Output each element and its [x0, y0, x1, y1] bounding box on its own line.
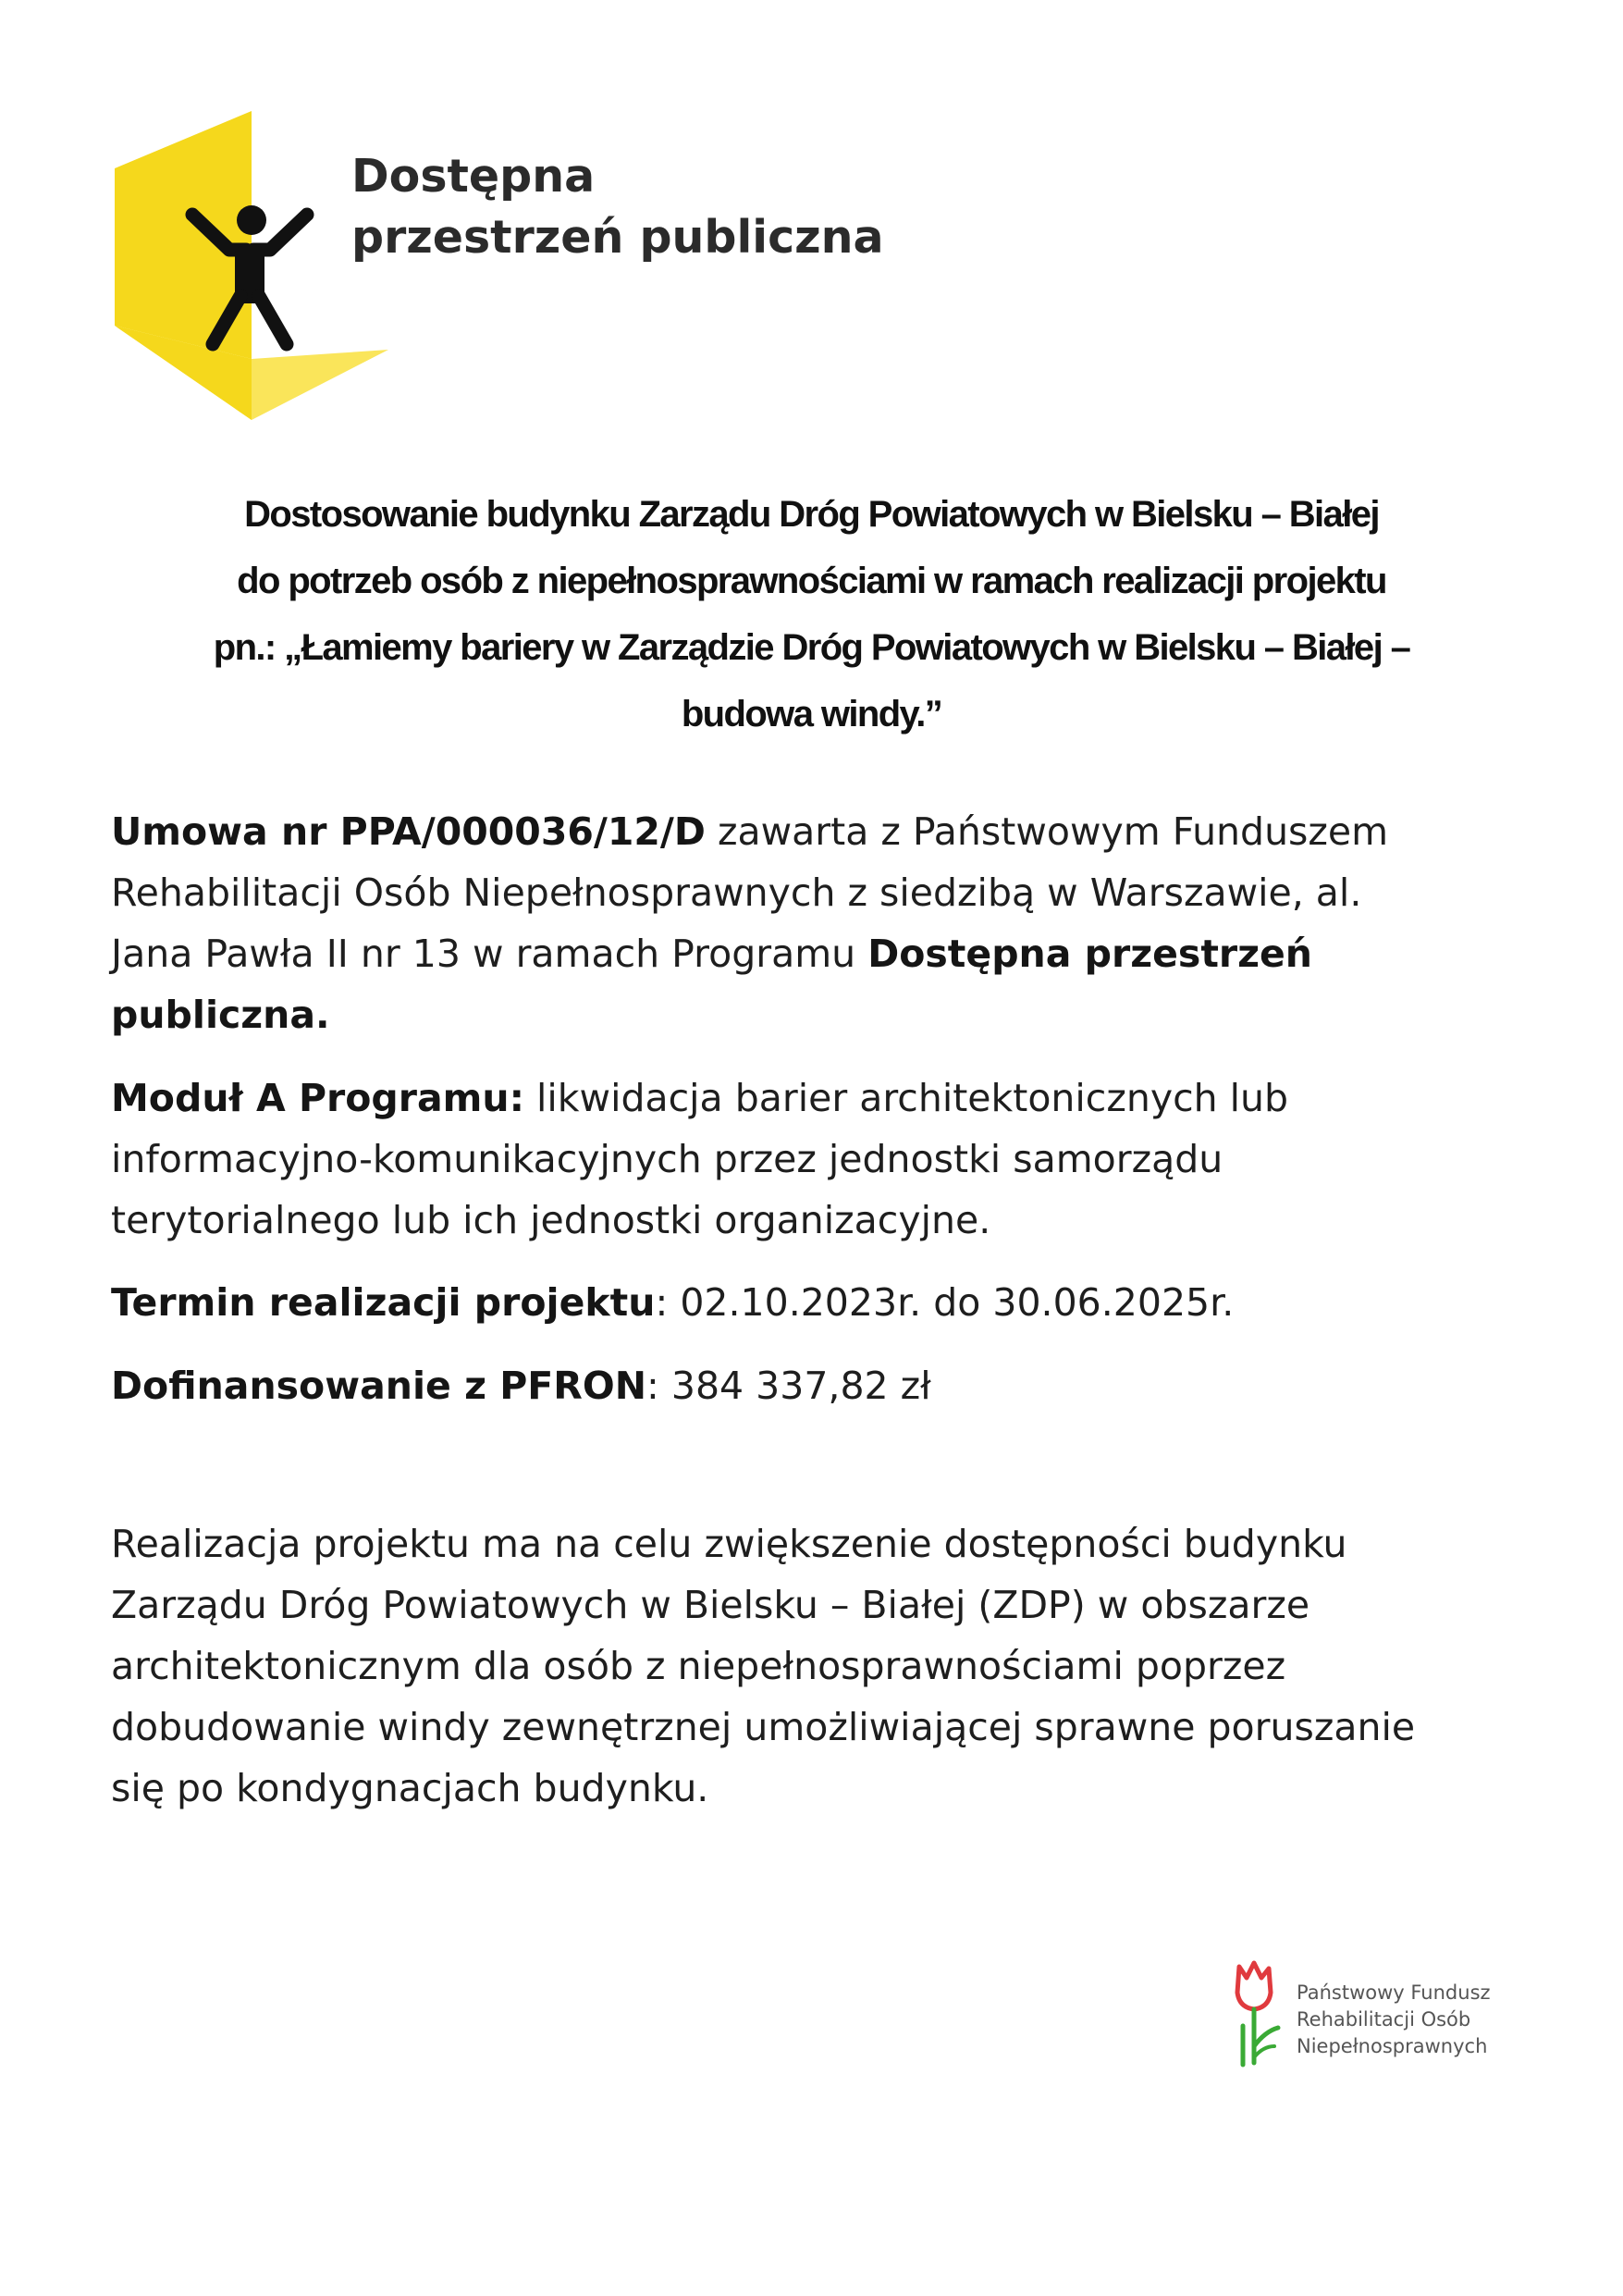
logo-title-line2: przestrzeń publiczna — [351, 211, 884, 264]
term-label: Termin realizacji projektu — [111, 1280, 656, 1325]
pfron-name — [1297, 1980, 1491, 2060]
logo-title — [351, 146, 884, 268]
heading-line1: Dostosowanie budynku Zarządu Dróg Powiatowych w Bielsku – Białej — [244, 494, 1379, 535]
pfron-line3: Niepełnosprawnych — [1297, 2035, 1488, 2057]
module-text-3: terytorialnego lub ich jednostki organizacyjne. — [111, 1198, 991, 1242]
contract-text-2: Rehabilitacji Osób Niepełnosprawnych z siedzibą w Warszawie, al. — [111, 870, 1362, 915]
funding-paragraph — [111, 1355, 1535, 1416]
funding-label: Dofinansowanie z PFRON — [111, 1364, 647, 1408]
heading-line4: budowa windy.” — [681, 694, 942, 734]
module-label: Moduł A Programu: — [111, 1076, 524, 1120]
description-line4: dobudowanie windy zewnętrznej umożliwiającej sprawne poruszanie — [111, 1705, 1416, 1749]
description-line5: się po kondygnacjach budynku. — [111, 1766, 709, 1810]
heading-line2: do potrzeb osób z niepełnosprawnościami w ramach realizacji projektu — [237, 561, 1386, 601]
logo-title-line1: Dostępna — [351, 150, 596, 203]
contract-paragraph — [111, 801, 1535, 1045]
pfron-line1: Państwowy Fundusz — [1297, 1981, 1491, 2004]
program-name-1: Dostępna przestrzeń — [867, 932, 1312, 976]
pfron-line2: Rehabilitacji Osób — [1297, 2008, 1471, 2031]
module-paragraph — [111, 1068, 1535, 1251]
contract-text-3: Jana Pawła II nr 13 w ramach Programu — [111, 932, 868, 976]
description-line1: Realizacja projektu ma na celu zwiększenie dostępności budynku — [111, 1522, 1347, 1566]
module-text-2: informacyjno-komunikacyjnych przez jednostki samorządu — [111, 1137, 1223, 1181]
project-heading — [139, 481, 1484, 747]
program-name-2: publiczna. — [111, 993, 330, 1037]
funding-value: : 384 337,82 zł — [646, 1364, 931, 1408]
term-paragraph — [111, 1272, 1535, 1333]
contract-label: Umowa nr PPA/000036/12/D — [111, 809, 706, 854]
description-paragraph — [111, 1513, 1535, 1819]
module-text-1: likwidacja barier architektonicznych lub — [523, 1076, 1289, 1120]
tulip-logo-icon — [1219, 1954, 1284, 2074]
description-line3: architektonicznym dla osób z niepełnosprawnościami poprzez — [111, 1644, 1286, 1688]
heading-line3: pn.: „Łamiemy bariery w Zarządzie Dróg Powiatowych w Bielsku – Białej – — [213, 627, 1410, 668]
term-value: : 02.10.2023r. do 30.06.2025r. — [655, 1280, 1235, 1325]
contract-text-1: zawarta z Państwowym Funduszem — [705, 809, 1389, 854]
description-line2: Zarządu Dróg Powiatowych w Bielsku – Białej (ZDP) w obszarze — [111, 1583, 1310, 1627]
